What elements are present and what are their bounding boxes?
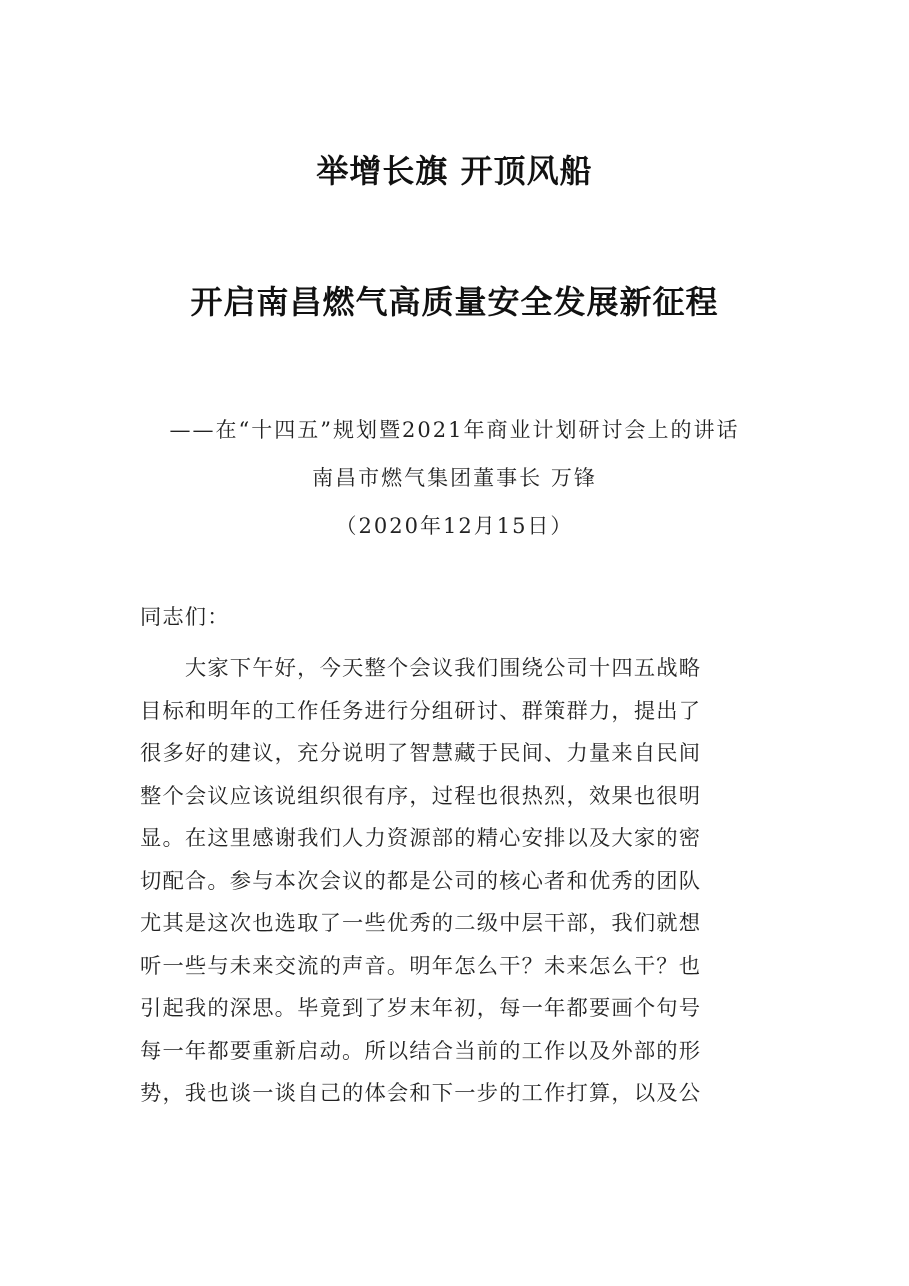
- document-subtitle: ——在“十四五”规划暨2021年商业计划研讨会上的讲话: [169, 418, 740, 442]
- paragraph-line: 大家下午好，今天整个会议我们围绕公司十四五战略: [140, 656, 702, 681]
- salutation: 同志们：: [140, 605, 230, 630]
- document-date: （2020年12月15日）: [335, 514, 574, 538]
- document-title-line-1: 举增长旗 开顶风船: [316, 152, 593, 190]
- document-title-line-2: 开启南昌燃气高质量安全发展新征程: [190, 283, 719, 321]
- paragraph-line: 势，我也谈一谈自己的体会和下一步的工作打算，以及公: [140, 1081, 702, 1106]
- document-author: 南昌市燃气集团董事长 万锋: [312, 466, 597, 490]
- paragraph-line: 引起我的深思。毕竟到了岁末年初，每一年都要画个句号: [140, 996, 702, 1021]
- paragraph-line: 显。在这里感谢我们人力资源部的精心安排以及大家的密: [140, 826, 702, 851]
- paragraph-line: 尤其是这次也选取了一些优秀的二级中层干部，我们就想: [140, 911, 702, 936]
- paragraph-line: 每一年都要重新启动。所以结合当前的工作以及外部的形: [140, 1039, 702, 1064]
- paragraph-line: 目标和明年的工作任务进行分组研讨、群策群力，提出了: [140, 699, 702, 724]
- paragraph-line: 很多好的建议，充分说明了智慧藏于民间、力量来自民间: [140, 741, 702, 766]
- paragraph-line: 切配合。参与本次会议的都是公司的核心者和优秀的团队: [140, 869, 702, 894]
- paragraph-line: 听一些与未来交流的声音。明年怎么干？未来怎么干？也: [140, 954, 702, 979]
- paragraph-line: 整个会议应该说组织很有序，过程也很热烈，效果也很明: [140, 784, 702, 809]
